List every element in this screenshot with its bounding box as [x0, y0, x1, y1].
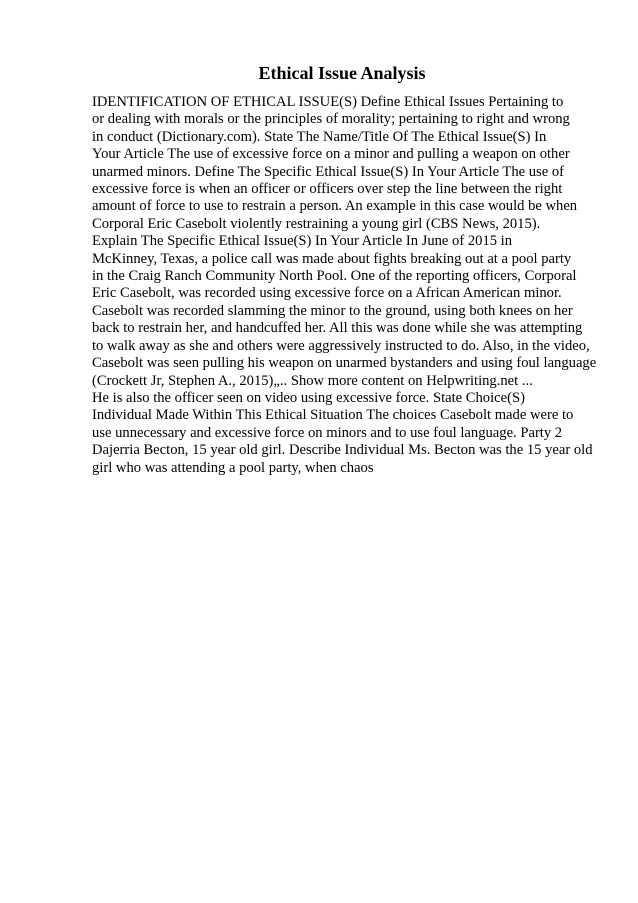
body-line: He is also the officer seen on video using excessive force. State Choice(S): [92, 389, 525, 406]
body-line: Corporal Eric Casebolt violently restraining a young girl (CBS News, 2015).: [92, 215, 541, 232]
body-line: Individual Made Within This Ethical Situation The choices Casebolt made were to: [92, 407, 574, 424]
body-line: to walk away as she and others were aggressively instructed to do. Also, in the video,: [92, 337, 590, 354]
body-line: amount of force to use to restrain a person. An example in this case would be when: [92, 198, 578, 215]
body-line: Eric Casebolt, was recorded using excessive force on a African American minor.: [92, 285, 562, 302]
document-body: [92, 94, 612, 477]
body-line: unarmed minors. Define The Specific Ethical Issue(S) In Your Article The use of: [92, 163, 565, 180]
body-line: Explain The Specific Ethical Issue(S) In Your Article In June of 2015 in: [92, 233, 513, 250]
body-line: IDENTIFICATION OF ETHICAL ISSUE(S) Define Ethical Issues Pertaining to: [92, 94, 564, 110]
body-line: use unnecessary and excessive force on minors and to use foul language. Party 2: [92, 424, 563, 441]
body-line: in conduct (Dictionary.com). State The Name/Title Of The Ethical Issue(S) In: [92, 128, 547, 145]
body-line: Casebolt was recorded slamming the minor to the ground, using both knees on her: [92, 302, 573, 319]
body-line: excessive force is when an officer or officers over step the line between the right: [92, 181, 563, 198]
document-title: Ethical Issue Analysis: [258, 63, 426, 83]
body-line: Casebolt was seen pulling his weapon on unarmed bystanders and using foul language: [92, 355, 597, 372]
body-line: in the Craig Ranch Community North Pool. One of the reporting officers, Corporal: [92, 268, 577, 285]
body-line: Dajerria Becton, 15 year old girl. Describe Individual Ms. Becton was the 15 year old: [92, 442, 593, 459]
body-line: girl who was attending a pool party, when chaos: [92, 459, 374, 476]
body-line: back to restrain her, and handcuffed her. All this was done while she was attempting: [92, 320, 583, 337]
body-line: Your Article The use of excessive force on a minor and pulling a weapon on other: [92, 146, 570, 163]
body-line: (Crockett Jr, Stephen A., 2015)„.. Show more content on Helpwriting.net ...: [92, 372, 533, 389]
body-line: or dealing with morals or the principles of morality; pertaining to right and wrong: [92, 111, 570, 128]
body-line: McKinney, Texas, a police call was made about fights breaking out at a pool party: [92, 250, 572, 267]
